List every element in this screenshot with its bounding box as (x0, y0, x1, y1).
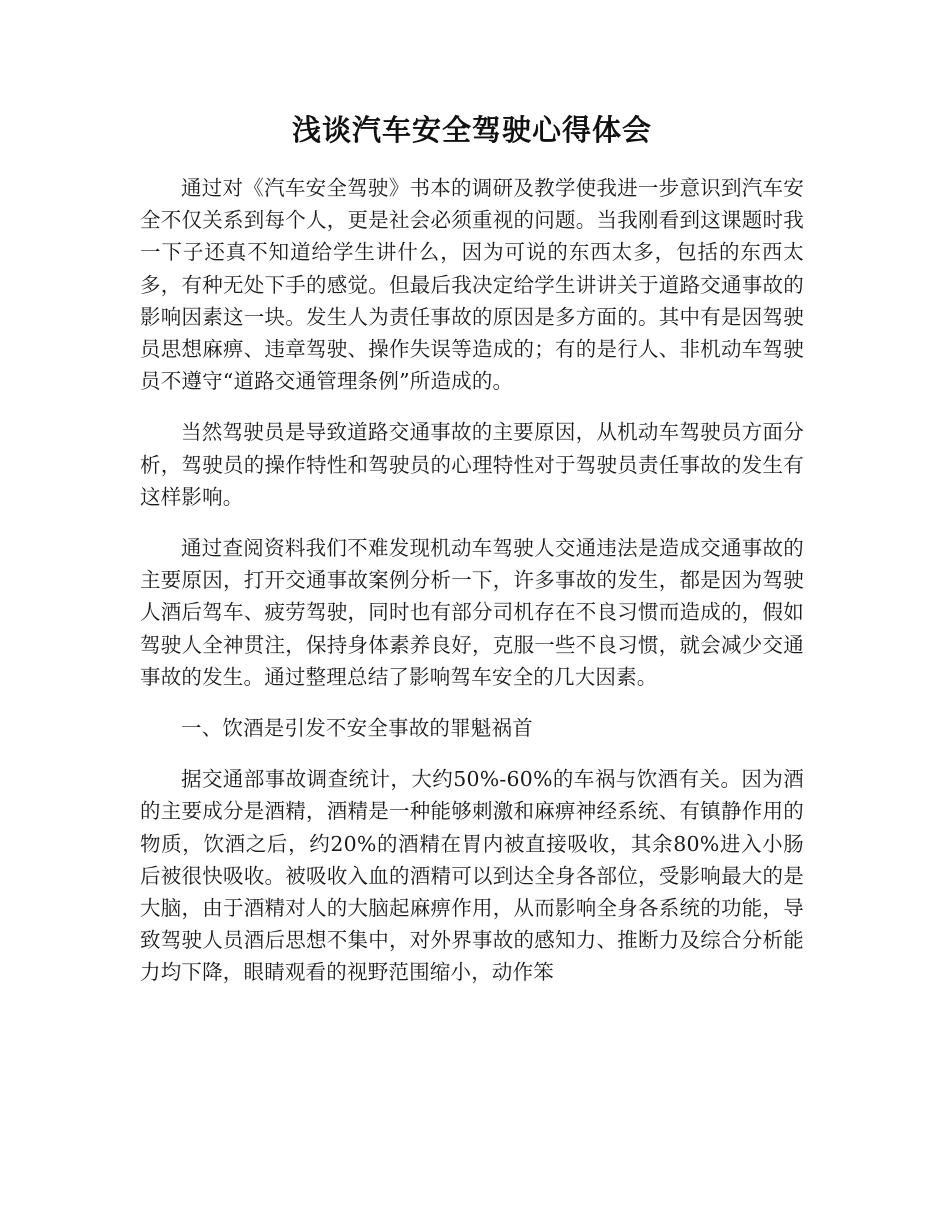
paragraph-violations: 通过查阅资料我们不难发现机动车驾驶人交通违法是造成交通事故的主要原因，打开交通事故案例分析一下，许多事故的发生，都是因为驾驶人酒后驾车、疲劳驾驶，同时也有部分司机存在不良习惯而造成的，假如驾驶人全神贯注，保持身体素养良好，克服一些不良习惯，就会减少交通事故的发生。通过整理总结了影响驾车安全的几大因素。 (140, 536, 804, 689)
paragraph-intro: 通过对《汽车安全驾驶》书本的调研及教学使我进一步意识到汽车安全不仅关系到每个人，更是社会必须重视的问题。当我刚看到这课题时我一下子还真不知道给学生讲什么，因为可说的东西太多，包括的东西太多，有种无处下手的感觉。但最后我决定给学生讲讲关于道路交通事故的影响因素这一块。发生人为责任事故的原因是多方面的。其中有是因驾驶员思想麻痹、违章驾驶、操作失误等造成的；有的是行人、非机动车驾驶员不遵守“道路交通管理条例”所造成的。 (140, 176, 804, 394)
document-title: 浅谈汽车安全驾驶心得体会 (291, 113, 652, 147)
document-page (140, 108, 804, 1008)
paragraph-driver-cause: 当然驾驶员是导致道路交通事故的主要原因，从机动车驾驶员方面分析，驾驶员的操作特性和驾驶员的心理特性对于驾驶员责任事故的发生有这样影响。 (140, 420, 804, 509)
paragraph-alcohol-statistics: 据交通部事故调查统计，大约50%-60%的车祸与饮酒有关。因为酒的主要成分是酒精，酒精是一种能够刺激和麻痹神经系统、有镇静作用的物质，饮酒之后，约20%的酒精在胃内被直接吸收，其余80%进入小肠后被很快吸收。被吸收入血的酒精可以到达全身各部位，受影响最大的是大脑，由于酒精对人的大脑起麻痹作用，从而影响全身各系统的功能，导致驾驶人员酒后思想不集中，对外界事故的感知力、推断力及综合分析能力均下降，眼睛观看的视野范围缩小，动作笨 (140, 767, 804, 985)
section-heading-drinking: 一、饮酒是引发不安全事故的罪魁祸首 (181, 716, 533, 741)
